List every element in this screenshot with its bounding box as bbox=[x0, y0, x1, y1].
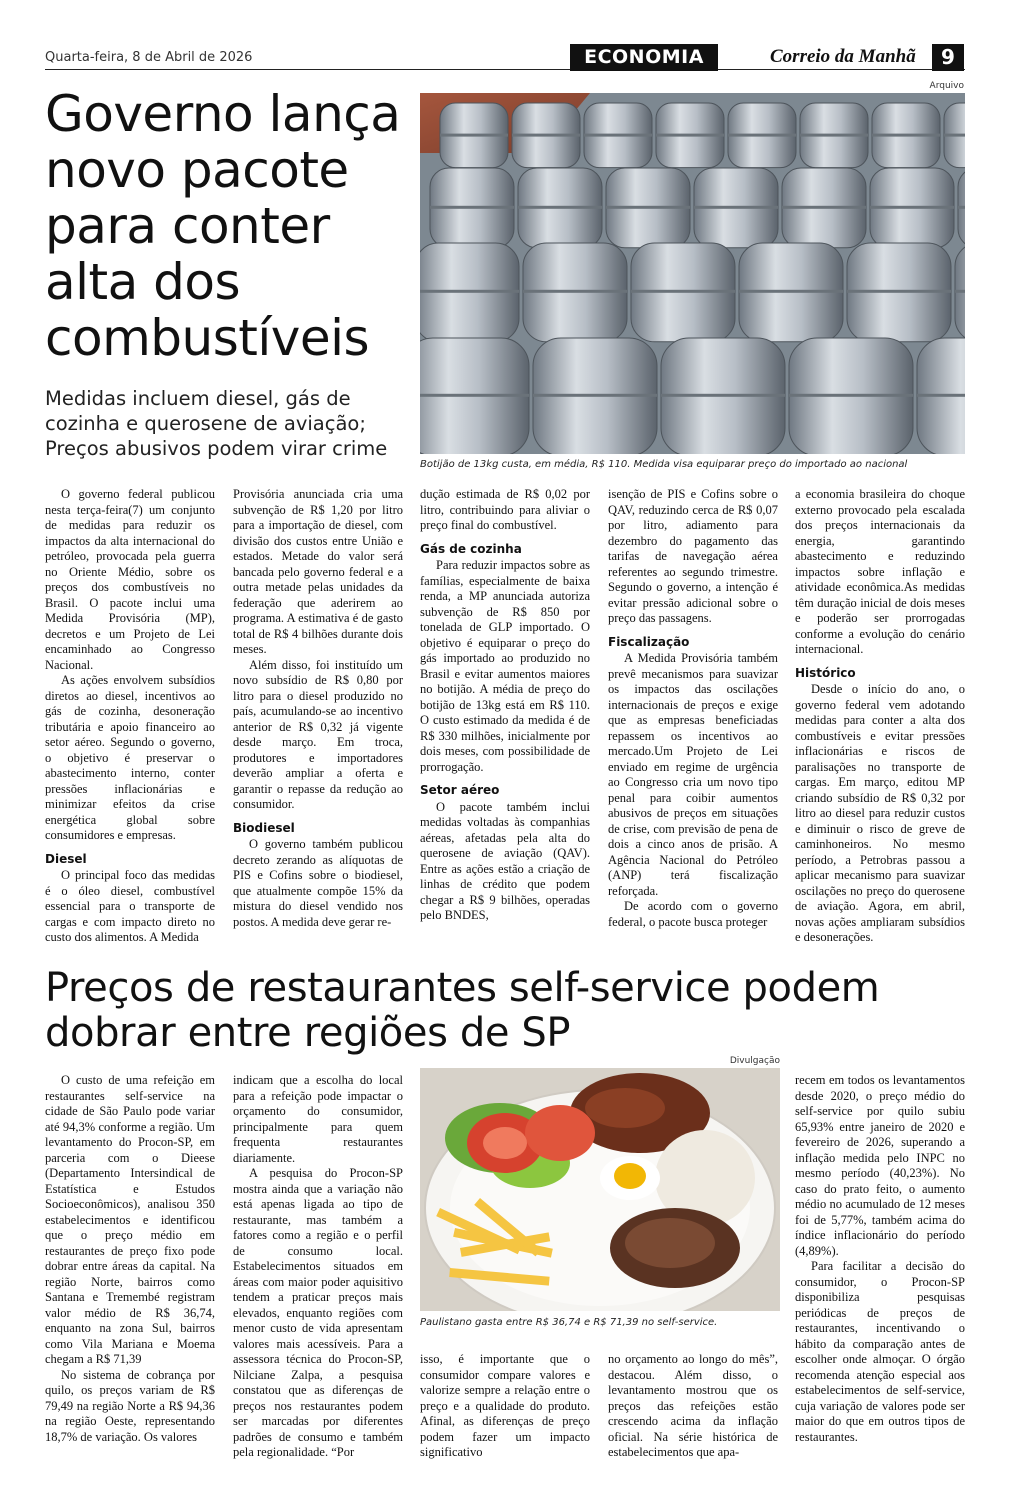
subhead-setor-aereo: Setor aéreo bbox=[420, 783, 500, 797]
article2-column-5 bbox=[795, 1073, 965, 1445]
paragraph: No sistema de cobrança por quilo, os preços variam de R$ 79,49 na região Norte a R$ 94,36 na região Oeste, representando 18,7% de variação. Os valores bbox=[45, 1367, 215, 1444]
article2-column-3 bbox=[420, 1352, 590, 1461]
page-number: 9 bbox=[932, 44, 964, 71]
photo2-caption: Paulistano gasta entre R$ 36,74 e R$ 71,39 no self-service. bbox=[420, 1317, 718, 1328]
paragraph: O governo também publicou decreto zerando as alíquotas de PIS e Cofins sobre o biodiesel, que atualmente compõe 15% da mistura do diesel vendido nos postos. A medida deve gerar re- bbox=[233, 837, 403, 929]
header-rule bbox=[45, 69, 965, 70]
article1-subheadline: Medidas incluem diesel, gás de cozinha e querosene de aviação; Preços abusivos podem virar crime bbox=[45, 387, 388, 460]
paragraph: recem em todos os levantamentos desde 2020, o preço médio do self-service por quilo subiu 65,93% entre janeiro de 2020 e fevereiro de 2026, superando a inflação medida pelo INPC no mesmo período (40,23%). No caso do prato feito, o aumento médio no acumulado de 12 meses foi de 5,77%, também acima do índice inflacionário do período (4,89%). bbox=[795, 1073, 965, 1258]
article1-column-1 bbox=[45, 487, 215, 946]
subhead-fiscalizacao: Fiscalização bbox=[608, 634, 690, 649]
subhead-diesel: Diesel bbox=[45, 851, 87, 866]
article1-column-3 bbox=[420, 487, 590, 924]
article1-column-2 bbox=[233, 487, 403, 930]
paragraph: Para facilitar a decisão do consumidor, o Procon-SP disponibiliza pesquisas periódicas de preços de restaurantes, incentivando o hábito da comparação antes de escolher onde almoçar. O órgão recomenda atenção especial aos estabelecimentos de self-service, cuja variação de valores pode ser maior do que em outros tipos de restaurantes. bbox=[795, 1259, 965, 1444]
issue-date: Quarta-feira, 8 de Abril de 2026 bbox=[45, 50, 253, 65]
photo2-credit: Divulgação bbox=[729, 1056, 780, 1066]
paragraph: a economia brasileira do choque externo provocado pela escalada dos preços internacionais da energia, garantindo abastecimento e reduzindo impactos sobre inflação e atividade econômica.As medidas têm duração inicial de dois meses e poderão ser prorrogadas conforme a evolução do cenário internacional. bbox=[795, 487, 965, 656]
paragraph: A Medida Provisória também prevê mecanismos para suavizar os impactos das oscilações internacionais de preços e exige que as empresas beneficiadas repassem os incentivos ao mercado.Um Projeto de Lei enviado em regime de urgência ao Congresso cria um novo tipo penal para coibir aumentos abusivos de preços em situações de crise, com previsão de pena de dois a cinco anos de prisão. A Agência Nacional do Petróleo (ANP) terá fiscalização reforçada. bbox=[608, 651, 778, 898]
article2-column-2 bbox=[233, 1073, 403, 1461]
article2-headline: Preços de restaurantes self-service podem dobrar entre regiões de SP bbox=[45, 965, 880, 1056]
article2-column-4 bbox=[608, 1352, 778, 1461]
paragraph: A pesquisa do Procon-SP mostra ainda que a variação não está apenas ligada ao tipo de restaurante, mas também a fatores como a região e o perfil de consumo local. Estabelecimentos situados em áreas com maior poder aquisitivo tendem a praticar preços mais elevados, enquanto regiões com menor custo de vida apresentam valores mais acessíveis. Para a assessora técnica do Procon-SP, Nilciane Zalpa, a pesquisa constatou que as diferenças de preços nos restaurantes podem ser marcadas por diferentes padrões de consumo e também pela regionalidade. “Por bbox=[233, 1166, 403, 1459]
paragraph: O principal foco das medidas é o óleo diesel, combustível essencial para o transporte de cargas e com impacto direto no custo dos alimentos. A Medida bbox=[45, 868, 215, 944]
subhead-biodiesel: Biodiesel bbox=[233, 820, 295, 835]
paragraph: isso, é importante que o consumidor compare valores e valorize sempre a relação entre o preço e a qualidade do produto. Afinal, as diferenças de preço podem fazer um impacto significativo bbox=[420, 1352, 590, 1459]
subhead-gas: Gás de cozinha bbox=[420, 541, 522, 556]
article1-column-5 bbox=[795, 487, 965, 946]
paragraph: Para reduzir impactos sobre as famílias, especialmente de baixa renda, a MP anunciada autoriza subvenção de R$ 850 por tonelada de GLP importado. O objetivo é equiparar o preço do gás importado ao produzido no Brasil e evitar aumentos maiores no botijão. A média de preço do botijão de 13kg está em R$ 110. O custo estimado da medida é de R$ 330 milhões, inicialmente por dois meses, com possibilidade de prorrogação. bbox=[420, 558, 590, 774]
paragraph: Desde o início do ano, o governo federal vem adotando medidas para conter a alta dos combustíveis e evitar pressões inflacionárias e riscos de paralisações no transporte de cargas. Em março, editou MP criando subsídio de R$ 0,32 por litro ao diesel para reduzir custos e diminuir o risco de greve de caminhoneiros. No mesmo período, a Petrobras passou a aplicar mecanismo para suavizar oscilações no preço do querosene de aviação. Agora, em abril, novas ações ampliaram subsídios e desonerações. bbox=[795, 682, 965, 944]
paragraph: De acordo com o governo federal, o pacote busca proteger bbox=[608, 899, 778, 929]
paragraph: Além disso, foi instituído um novo subsídio de R$ 0,80 por litro para o diesel produzido no país, acumulando-se ao incentivo anterior de R$ 0,32 já vigente desde março. Em troca, produtores e importadores deverão ampliar a oferta e garantir o repasse da redução ao consumidor. bbox=[233, 657, 403, 811]
paragraph: O pacote também inclui medidas voltadas às companhias aéreas, afetadas pela alta do querosene de aviação (QAV). Entre as ações estão a criação de linhas de crédito que podem chegar a R$ 9 bilhões, operadas pelo BNDES, bbox=[420, 799, 590, 922]
newspaper-name: Correio da Manhã bbox=[770, 46, 916, 67]
paragraph: O governo federal publicou nesta terça-feira(7) um conjunto de medidas para reduzir os impactos da alta internacional do petróleo, provocada pela guerra no Oriente Médio, sobre os preços dos combustíveis no Brasil. O pacote inclui uma Medida Provisória (MP), decretos e um Projeto de Lei encaminhado ao Congresso Nacional. bbox=[45, 487, 215, 672]
paragraph: As ações envolvem subsídios diretos ao diesel, incentivos ao gás de cozinha, desoneração tributária e apoio financeiro ao setor aéreo. Segundo o governo, o objetivo é preservar o abastecimento interno, conter pressões inflacionárias e minimizar efeitos da crise energética global sobre consumidores e empresas. bbox=[45, 673, 215, 842]
gas-cylinders-photo bbox=[420, 93, 965, 454]
article1-headline: Governo lança novo pacote para conter alta dos combustíveis bbox=[45, 85, 401, 367]
paragraph: isenção de PIS e Cofins sobre o QAV, reduzindo cerca de R$ 0,07 por litro, adiamento para dezembro do pagamento das tarifas de navegação aérea referentes ao segundo trimestre. Segundo o governo, a intenção é evitar pressão adicional sobre o preço das passagens. bbox=[608, 487, 778, 625]
food-plate-photo bbox=[420, 1068, 780, 1311]
paragraph: Provisória anunciada cria uma subvenção de R$ 1,20 por litro para a importação de diesel, com divisão dos custos entre União e estados. Metade do valor será bancada pelo governo federal e a outra metade pelas unidades da federação que aderirem ao programa. A estimativa é de gasto total de R$ 4 bilhões durante dois meses. bbox=[233, 487, 403, 656]
paragraph: O custo de uma refeição em restaurantes self-service na cidade de São Paulo pode variar até 94,3% conforme a região. Um levantamento do Procon-SP, em parceria com o Dieese (Departamento Intersindical de Estatística e Estudos Socioeconômicos), analisou 350 estabelecimentos e identificou que o preço médio em restaurantes de preço fixo pode dobrar entre áreas da capital. Na região Norte, bairros como Santana e Tremembé registram valor médio de R$ 36,74, enquanto na zona Sul, bairros como Vila Mariana e Moema chegam a R$ 71,39 bbox=[45, 1073, 215, 1366]
article1-column-4 bbox=[608, 487, 778, 930]
paragraph: no orçamento ao longo do mês”, destacou. Além disso, o levantamento mostrou que os preços das refeições estão crescendo acima da inflação oficial. Na série histórica de estabelecimentos que apa- bbox=[608, 1352, 778, 1459]
photo1-caption: Botijão de 13kg custa, em média, R$ 110. Medida visa equiparar preço do importado ao nacional bbox=[420, 459, 908, 470]
photo1-credit: Arquivo bbox=[929, 81, 964, 91]
paragraph: indicam que a escolha do local para a refeição pode impactar o orçamento do consumidor, principalmente para quem frequenta restaurantes diariamente. bbox=[233, 1073, 403, 1165]
subhead-historico: Histórico bbox=[795, 665, 856, 680]
section-label: ECONOMIA bbox=[570, 44, 718, 71]
paragraph: dução estimada de R$ 0,02 por litro, contribuindo para aliviar o preço final do combustível. bbox=[420, 487, 590, 532]
article2-column-1 bbox=[45, 1073, 215, 1445]
